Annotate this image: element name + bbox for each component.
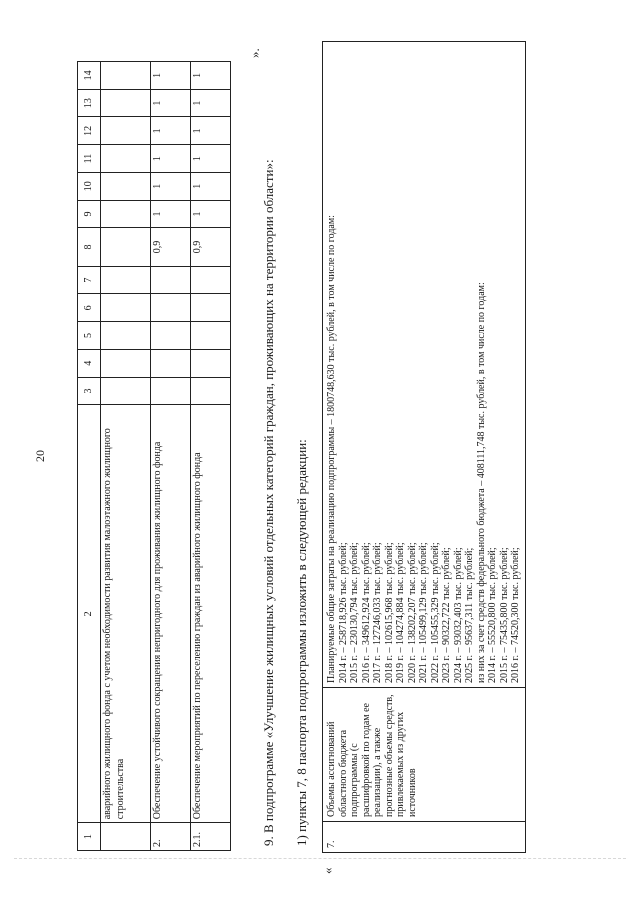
header-cell: 10 (78, 172, 101, 200)
header-cell: 12 (78, 117, 101, 145)
header-cell: 5 (78, 322, 101, 350)
paragraph-1: 1) пункты 7, 8 паспорта подпрограммы изложить в следующей редакции: (294, 439, 309, 846)
content-line: 2015 г. – 75435,800 тыс. рублей; (498, 547, 510, 683)
value-cell: 0,9 (151, 228, 191, 266)
value-cell (191, 349, 231, 377)
page-number: 20 (33, 450, 47, 462)
row-number: 2.1. (191, 823, 231, 851)
value-cell: 1 (151, 117, 191, 145)
value-cell (101, 294, 151, 322)
row-number: 7. (323, 822, 526, 853)
header-cell: 11 (78, 145, 101, 173)
table-row (191, 62, 231, 851)
content-line: 2023 г. – 90322,722 тыс. рублей; (441, 547, 452, 683)
row-number (101, 823, 151, 851)
value-cell (101, 172, 151, 200)
value-cell (101, 145, 151, 173)
header-cell: 8 (78, 228, 101, 266)
value-cell (101, 89, 151, 117)
content-line: 2024 г. – 93032,403 тыс. рублей; (452, 547, 464, 683)
table-header-row (78, 62, 101, 851)
value-cell (101, 200, 151, 228)
row-label: Объемы ассигнований областного бюджета подпрограммы (с расшифровкой по годам ее реализации), а также прогнозные объемы средств, привлекаемых из других источников (323, 688, 526, 822)
value-cell: 1 (191, 117, 231, 145)
table-row (151, 62, 191, 851)
table-row (323, 42, 526, 853)
value-cell (151, 294, 191, 322)
row-name: Обеспечение устойчивого сокращения непригодного для проживания жилищного фонда (151, 405, 191, 823)
value-cell (101, 228, 151, 266)
content-line: 2021 г. – 105499,129 тыс. рублей; (418, 542, 429, 683)
value-cell (191, 377, 231, 405)
content-line: 2017 г. – 127246,033 тыс. рублей; (372, 542, 383, 683)
value-cell: 1 (151, 89, 191, 117)
table-row (101, 62, 151, 851)
content-line: 2014 г. – 55520,800 тыс. рублей; (487, 547, 498, 683)
rotated-page-content (75, 18, 635, 878)
value-cell (151, 322, 191, 350)
value-cell: 0,9 (191, 228, 231, 266)
row-name: аварийного жилищного фонда с учетом необходимости развития малоэтажного жилищного строительства (101, 405, 151, 823)
row-number: 2. (151, 823, 191, 851)
value-cell: 1 (191, 145, 231, 173)
header-cell: 14 (78, 62, 101, 90)
header-cell: 9 (78, 200, 101, 228)
header-cell: 13 (78, 89, 101, 117)
value-cell: 1 (191, 89, 231, 117)
content-line: 2014 г. – 258718,926 тыс. рублей; (337, 542, 349, 683)
value-cell (101, 322, 151, 350)
value-cell (101, 117, 151, 145)
value-cell: 1 (191, 62, 231, 90)
value-cell (101, 349, 151, 377)
value-cell: 1 (151, 172, 191, 200)
value-cell: 1 (191, 200, 231, 228)
value-cell: 1 (191, 172, 231, 200)
content-line: 2019 г. – 104274,884 тыс. рублей; (395, 542, 406, 683)
header-cell: 6 (78, 294, 101, 322)
header-cell: 3 (78, 377, 101, 405)
value-cell: 1 (151, 145, 191, 173)
value-cell (101, 377, 151, 405)
value-cell: 1 (151, 200, 191, 228)
header-cell: 1 (78, 823, 101, 851)
value-cell (191, 294, 231, 322)
content-line: 2018 г. – 102615,968 тыс. рублей; (383, 542, 395, 683)
opening-quote: « (320, 867, 335, 874)
passport-table (322, 41, 526, 853)
content-line: 2015 г. – 230130,794 тыс. рублей; (349, 542, 360, 683)
content-line: 2016 г. – 74520,300 тыс. рублей; (510, 547, 521, 683)
content-line: 2020 г. – 138202,207 тыс. рублей; (406, 542, 418, 683)
value-cell (151, 377, 191, 405)
value-cell (151, 349, 191, 377)
content-line: 2022 г. – 105455,329 тыс. рублей; (429, 542, 441, 683)
value-cell: 1 (151, 62, 191, 90)
header-cell: 4 (78, 349, 101, 377)
indicators-table (77, 61, 231, 851)
content-line: 2016 г. – 349612,924 тыс. рублей; (360, 542, 372, 683)
row-name: Обеспечение мероприятий по переселению граждан из аварийного жилищного фонда (191, 405, 231, 823)
content-line: 2025 г. – 95637,311 тыс. рублей; (464, 547, 475, 683)
header-cell: 7 (78, 266, 101, 294)
content-line: из них за счет средств федерального бюджета – 408111,748 тыс. рублей, в том числе по годам: (475, 282, 487, 683)
closing-quote: ». (247, 48, 262, 58)
value-cell (101, 266, 151, 294)
content-line: Планируемые общие затраты на реализацию подпрограммы – 1800748,630 тыс. рублей, в том числе по годам: (326, 215, 337, 683)
value-cell (191, 322, 231, 350)
row-content (323, 42, 526, 688)
paragraph-9: 9. В подпрограмме «Улучшение жилищных условий отдельных категорий граждан, проживающих на территории области»: (261, 159, 276, 846)
value-cell (151, 266, 191, 294)
header-cell: 2 (78, 405, 101, 823)
value-cell (191, 266, 231, 294)
value-cell (101, 62, 151, 90)
